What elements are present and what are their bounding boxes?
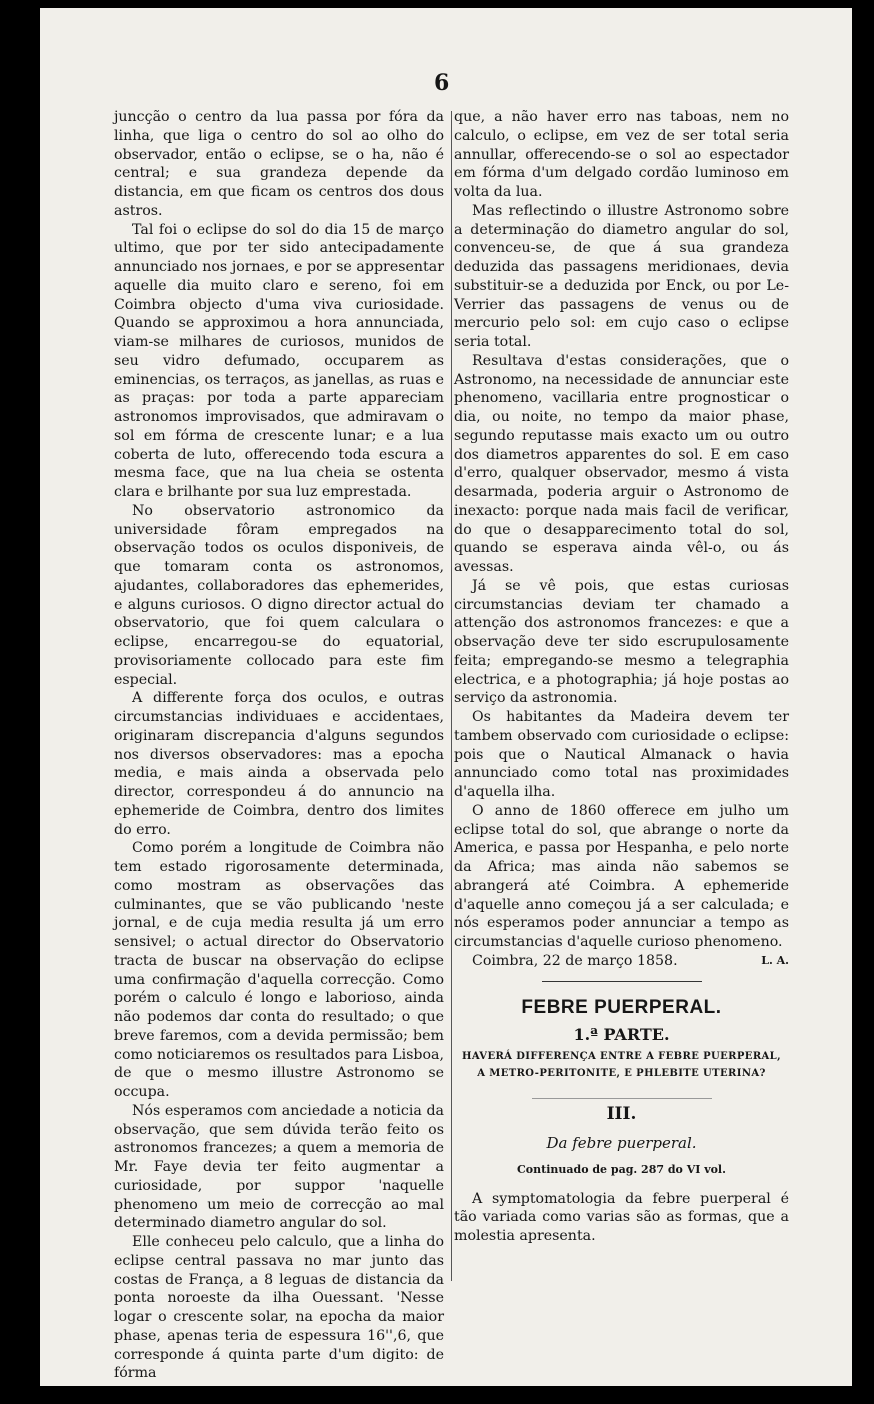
paragraph: No observatorio astronomico da universidade fôram empregados na observação todos os oculos disponiveis, de que tomaram conta os astronomos, ajudantes, collaboradores das ephemerides, e alguns curiosos. O digno director actual do observatorio, que foi quem calculara o eclipse, encarregou-se do equatorial, provisoriamente collocado para este fim especial. [114, 502, 444, 688]
paragraph: Já se vê pois, que estas curiosas circumstancias deviam ter chamado a attenção dos astronomos francezes: e que a observação deve ter sido escrupulosamente feita; empregando-se mesmo a telegraphia electrica, e a photographia; já hoje postas ao serviço da astronomia. [454, 577, 789, 707]
paragraph: Tal foi o eclipse do sol do dia 15 de março ultimo, que por ter sido antecipadamente annunciado nos jornaes, e por se appresentar aquelle dia muito claro e sereno, foi em Coimbra objecto d'uma viva curiosidade. Quando se approximou a hora annunciada, viam-se milhares de curiosos, munidos de seu vidro defumado, occuparem as eminencias, os terraços, as janellas, as ruas e as praças: por toda a parte appareciam astronomos improvisados, que admiravam o sol em fórma de crescente lunar; e a lua coberta de luto, offerecendo toda escura a mesma face, que na lua cheia se ostenta clara e brilhante por sua luz emprestada. [114, 221, 444, 500]
author-initials: L. A. [761, 953, 789, 967]
section-numeral: III. [606, 1104, 637, 1125]
right-column [454, 108, 789, 1246]
page-number: 6 [434, 70, 450, 96]
paragraph: Resultava d'estas considerações, que o Astronomo, na necessidade de annunciar este phenomeno, vacillaria entre prognosticar o dia, ou noite, no tempo da maior phase, segundo reputasse mais exacto um ou outro dos diametros apparentes do sol. E em caso d'erro, qualquer observador, mesmo á vista desarmada, poderia arguir o Astronomo de inexacto: porque nada mais facil de verificar, do que o desapparecimento total do sol, quando se esperava ainda vêl-o, ou ás avessas. [454, 352, 789, 575]
section-title: Da febre puerperal. [546, 1134, 697, 1152]
article-question-line-2: A METRO-PERITONITE, E PHLEBITE UTERINA? [477, 1068, 766, 1080]
place-date: Coimbra, 22 de março 1858. [472, 952, 678, 969]
thin-divider [532, 1098, 712, 1099]
paragraph: Como porém a longitude de Coimbra não tem estado rigorosamente determinada, como mostram as observações das culminantes, que se vão publicando 'neste jornal, e de cuja media resulta já um erro sensivel; o actual director do Observatorio tracta de buscar na observação do eclipse uma confirmação d'aquella correcção. Como porém o calculo é longo e laborioso, ainda não podemos dar conta do resultado; o que breve faremos, com a devida permissão; bem como noticiaremos os resultados para Lisboa, de que o mesmo illustre Astronomo se occupa. [114, 840, 444, 1100]
paragraph: Mas reflectindo o illustre Astronomo sobre a determinação do diametro angular do sol, convenceu-se, de que á sua grandeza deduzida das passagens meridionaes, devia substituir-se a deduzida por Enck, ou por Le-Verrier das passagens de venus ou de mercurio pelo sol: em cujo caso o eclipse seria total. [454, 202, 789, 350]
article-part: 1.ª PARTE. [573, 1024, 670, 1044]
continued-note: Continuado de pag. 287 do VI vol. [517, 1162, 726, 1176]
journal-page [40, 8, 852, 1386]
paragraph: O anno de 1860 offerece em julho um eclipse total do sol, que abrange o norte da America, e passa por Hespanha, e pelo norte da Africa; mas ainda não sabemos se abrangerá até Coimbra. A ephemeride d'aquelle anno começou já a ser calculada; e nós esperamos poder annunciar a tempo as circumstancias d'aquelle curioso phenomeno. [454, 802, 789, 950]
paragraph: Os habitantes da Madeira devem ter tambem observado com curiosidade o eclipse: pois que o Nautical Almanack o havia annunciado como total nas proximidades d'aquella ilha. [454, 709, 789, 800]
left-column [114, 108, 444, 1383]
paragraph: A differente força dos oculos, e outras circumstancias individuaes e accidentaes, originaram discrepancia d'alguns segundos nos diversos observadores: mas a epocha media, e mais ainda a observada pelo director, correspondeu á do annuncio na ephemeride de Coimbra, dentro dos limites do erro. [114, 690, 444, 838]
paragraph: juncção o centro da lua passa por fóra da linha, que liga o centro do sol ao olho do observador, então o eclipse, se o ha, não é central; e sua grandeza depende da distancia, em que ficam os centros dos dous astros. [114, 109, 444, 219]
paragraph: que, a não haver erro nas taboas, nem no calculo, o eclipse, em vez de ser total seria annullar, offerecendo-se o sol ao espectador em fórma d'um delgado cordão luminoso em volta da lua. [454, 109, 789, 200]
section-divider [542, 981, 702, 982]
paragraph: A symptomatologia da febre puerperal é tão variada como varias são as formas, que a molestia apresenta. [454, 1190, 789, 1244]
signature-line [454, 952, 789, 971]
article-question-line-1: HAVERÁ DIFFERENÇA ENTRE A FEBRE PUERPERAL, [462, 1051, 781, 1063]
column-rule [451, 111, 452, 1281]
paragraph: Nós esperamos com anciedade a noticia da observação, que sem dúvida terão feito os astronomos francezes; a quem a memoria de Mr. Faye devia ter feito augmentar a curiosidade, por suppor 'naquelle phenomeno um meio de correcção ao mal determinado diametro angular do sol. [114, 1102, 444, 1232]
paragraph: Elle conheceu pelo calculo, que a linha do eclipse central passava no mar junto das costas de França, a 8 leguas de distancia da ponta noroeste da ilha Ouessant. 'Nesse logar o crescente solar, na epocha da maior phase, apenas teria de espessura 16'',6, que corresponde á quinta parte d'um digito: de fórma [114, 1234, 444, 1382]
article-title: FEBRE PUERPERAL. [521, 996, 722, 1018]
